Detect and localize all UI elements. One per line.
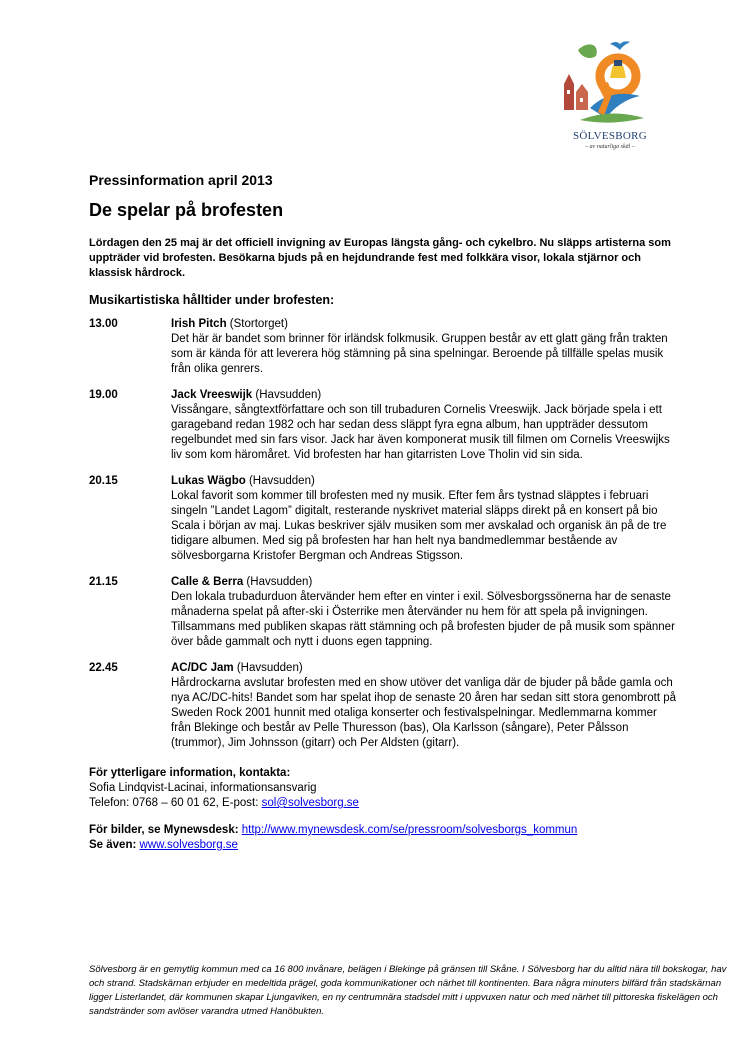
artist-name: Jack Vreeswijk <box>171 389 253 401</box>
artist-name: AC/DC Jam <box>171 662 234 674</box>
schedule-time: 22.45 <box>89 662 118 674</box>
schedule-time: 20.15 <box>89 475 118 487</box>
schedule-heading: Musikartistiska hålltider under brofesten: <box>89 293 335 307</box>
contact-label: För ytterligare information, kontakta: <box>89 767 291 779</box>
website-link[interactable]: www.solvesborg.se <box>139 839 238 851</box>
contact-phone-line <box>89 796 679 811</box>
artist-description: Lokal favorit som kommer till brofesten med ny musik. Efter fem års tystnad släpptes i februari singeln ”Landet Lagom” digitalt, resterande nyskrivet material släpps direkt på en konsert på bio Scala i början av maj. Lukas beskriver själv musiken som mer avskalad och organisk än på de tre tidigare albumen. Med sig på brofesten har han helt nya bandmedlemmar bestående av sölvesborgarna Kristofer Bergman och Andreas Stigsson. <box>171 490 667 562</box>
artist-name: Irish Pitch <box>171 318 227 330</box>
artist-description: Den lokala trubadurduon återvänder hem efter en vinter i exil. Sölvesborgssönerna har de senaste månaderna spelat på after-ski i Österrike men återvänder nu hem för att spela på invigningen. Tillsammans med publiken skapas rätt stämning och på brofesten bjuder de på musik som spänner över både gammalt och nytt i duons egen tappning. <box>171 591 675 648</box>
images-label: För bilder, se Mynewsdesk: <box>89 824 239 836</box>
schedule-item <box>89 388 679 463</box>
schedule-time: 19.00 <box>89 389 118 401</box>
artist-place: (Stortorget) <box>226 318 288 330</box>
contact-block <box>89 766 679 811</box>
artist-description: Vissångare, sångtextförfattare och son till trubaduren Cornelis Vreeswijk. Jack började spela i ett garageband redan 1982 och har sedan dess släppt fyra egna album, han uppträder dessutom regelbundet med sin fars visor. Jack har även komponerat musik till filmen om Cornelis Vreeswijks liv som kom häromåret. Vid brofesten har han gitarristen Love Tholin vid sin sida. <box>171 404 670 461</box>
artist-place: (Havsudden) <box>245 475 315 487</box>
artist-place: (Havsudden) <box>252 389 322 401</box>
schedule-body <box>171 388 679 463</box>
mynewsdesk-link[interactable]: http://www.mynewsdesk.com/se/pressroom/solvesborgs_kommun <box>241 824 578 836</box>
press-kicker: Pressinformation april 2013 <box>89 172 273 188</box>
see-also-label: Se även: <box>89 839 137 851</box>
footer-about: Sölvesborg är en gemytlig kommun med ca 16 800 invånare, belägen i Blekinge på gränsen till Skåne. I Sölvesborg har du alltid nära till bokskogar, hav och strand. Stadskärnan erbjuder en medeltida prägel, goda kommunikationer och närhet till kontinenten. Bara några minuters bilfärd från stadskärnan ligger Listerlandet, där kommunen skapar Ljungaviken, en ny centrumnära stadsdel mitt i uppvuxen natur och med närhet till pittoreska fiskelägen och sandstränder som avlöser varandra utmed Hanöbukten. <box>89 964 727 1017</box>
solvesborg-logo <box>560 38 660 170</box>
schedule-time: 13.00 <box>89 318 118 330</box>
press-release <box>89 172 679 853</box>
artist-place: (Havsudden) <box>233 662 303 674</box>
artist-place: (Havsudden) <box>243 576 313 588</box>
schedule-time: 21.15 <box>89 576 118 588</box>
artist-description: Hårdrockarna avslutar brofesten med en show utöver det vanliga där de bjuder på både gamla och nya AC/DC-hits! Bandet som har spelat ihop de senaste 20 åren har sedan sitt stora genombrott på Sweden Rock 2001 hunnit med otaliga konserter och festivalspelningar. Medlemmarna kommer från Blekinge och består av Pelle Thuresson (bas), Ola Karlsson (sångare), Peter Pålsson (trummor), Jim Johnsson (gitarr) och Per Aldsten (gitarr). <box>171 677 677 749</box>
artist-name: Calle & Berra <box>171 576 244 588</box>
schedule-item <box>89 317 679 377</box>
schedule-body <box>171 661 679 751</box>
schedule-body <box>171 474 679 564</box>
artist-name: Lukas Wägbo <box>171 475 246 487</box>
schedule-body <box>171 575 679 650</box>
page-title: De spelar på brofesten <box>89 200 284 220</box>
contact-phone: Telefon: 0768 – 60 01 62, E-post: <box>89 797 262 809</box>
links-block <box>89 823 679 853</box>
contact-name: Sofia Lindqvist-Lacinai, informationsansvarig <box>89 782 317 794</box>
schedule-item <box>89 575 679 650</box>
schedule-item <box>89 661 679 751</box>
logo-emblem-icon <box>560 38 660 130</box>
logo-tagline: – av naturliga skäl – <box>585 144 635 150</box>
schedule-body <box>171 317 679 377</box>
schedule-list <box>89 317 679 751</box>
contact-email-link[interactable]: sol@solvesborg.se <box>261 797 359 809</box>
schedule-item <box>89 474 679 564</box>
images-line <box>89 823 679 838</box>
logo-title: SÖLVESBORG <box>572 130 648 142</box>
artist-description: Det här är bandet som brinner för irländsk folkmusik. Gruppen består av ett glatt gäng från trakten som är kända för att leverera hög stämning på sina spelningar. Beroende på tillfälle spelas musik från olika genrers. <box>171 333 668 375</box>
see-also-line <box>89 838 679 853</box>
lead-paragraph: Lördagen den 25 maj är det officiell invigning av Europas längsta gång- och cykelbro. Nu släpps artisterna som uppträder vid brofesten. Besökarna bjuds på en hejdundrande fest med folkkära visor, lokala stjärnor och klassisk hårdrock. <box>89 237 671 279</box>
